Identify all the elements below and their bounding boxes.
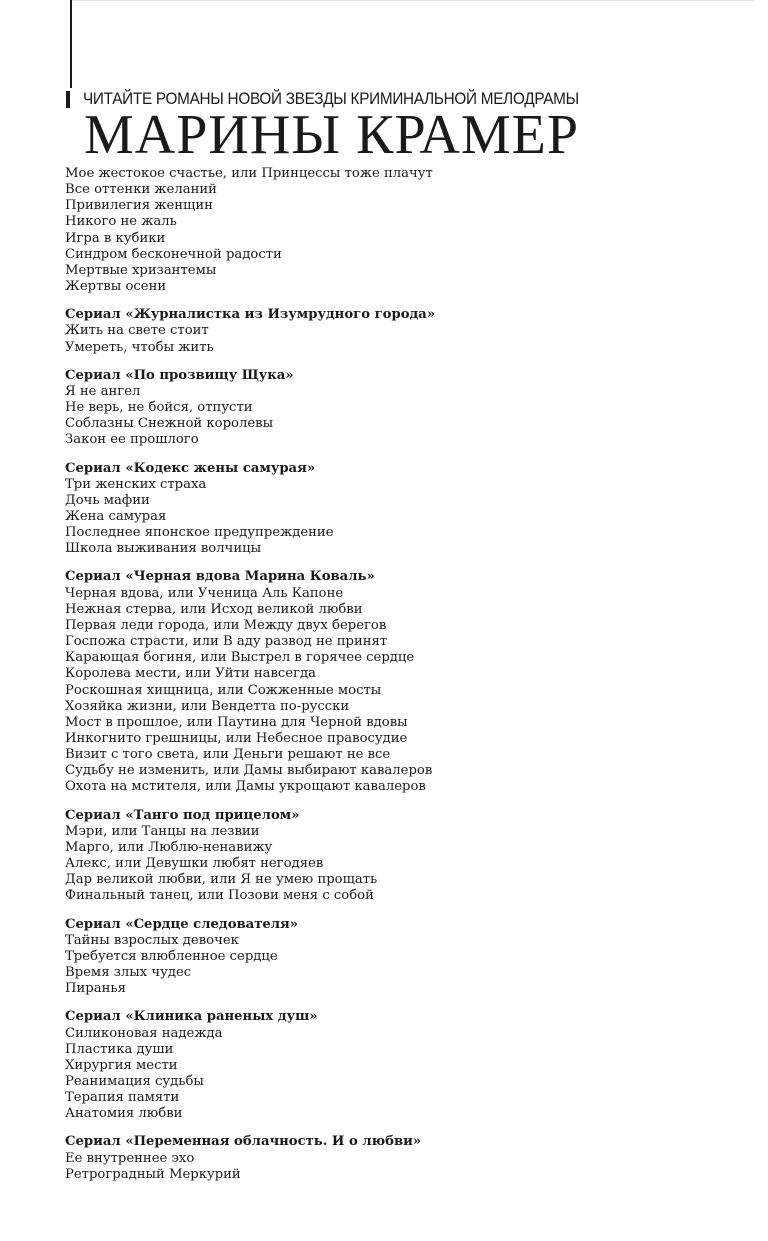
series-title: Сериал «Танго под прицелом» [65, 807, 300, 823]
book-title: Пластика души [65, 1041, 174, 1057]
book-title: Черная вдова, или Ученица Аль Капоне [65, 585, 344, 601]
book-title: Три женских страха [65, 476, 207, 492]
book-title: Требуется влюбленное сердце [65, 948, 278, 964]
book-title: Нежная стерва, или Исход великой любви [65, 601, 363, 617]
series-title: Сериал «Переменная облачность. И о любви» [65, 1134, 422, 1150]
book-title: Все оттенки желаний [65, 182, 217, 198]
book-title: Тайны взрослых девочек [65, 932, 239, 948]
book-title: Первая леди города, или Между двух берегов [65, 617, 387, 633]
book-title: Силиконовая надежда [65, 1025, 223, 1041]
book-title: Хозяйка жизни, или Вендетта по-русски [65, 698, 350, 714]
book-title: Не верь, не бойся, отпусти [65, 400, 253, 416]
book-title: Дар великой любви, или Я не умею прощать [65, 872, 378, 888]
book-title: Я не ангел [65, 383, 141, 399]
series-title: Сериал «Сердце следователя» [65, 916, 299, 932]
top-divider-line [72, 0, 754, 1]
book-title: Мое жестокое счастье, или Принцессы тоже плачут [65, 166, 433, 181]
book-group [65, 569, 435, 795]
book-title: Последнее японское предупреждение [65, 525, 334, 541]
vertical-rule [70, 0, 72, 88]
book-group [65, 307, 435, 355]
book-title: Закон ее прошлого [65, 432, 199, 448]
book-title: Ее внутреннее эхо [65, 1150, 195, 1166]
book-title: Синдром бесконечной радости [65, 246, 282, 262]
book-title: Инкогнито грешницы, или Небесное правосудие [65, 731, 408, 746]
book-group [65, 917, 435, 998]
book-title: Судьбу не изменить, или Дамы выбирают кавалеров [65, 763, 433, 779]
series-title: Сериал «Черная вдова Марина Коваль» [65, 569, 375, 585]
book-title: Марго, или Люблю-ненавижу [65, 839, 273, 855]
book-title: Госпожа страсти, или В аду развод не принят [65, 634, 388, 650]
book-group [65, 368, 435, 449]
book-title: Роскошная хищница, или Сожженные мосты [65, 682, 382, 698]
book-title: Никого не жаль [65, 214, 177, 230]
subtitle-row [66, 89, 634, 109]
book-title: Соблазны Снежной королевы [65, 416, 274, 432]
book-title: Карающая богиня, или Выстрел в горячее сердце [65, 650, 415, 666]
book-title: Мэри, или Танцы на лезвии [65, 823, 260, 839]
book-title: Алекс, или Девушки любят негодяев [65, 856, 324, 872]
book-title: Финальный танец, или Позови меня с собой [65, 888, 374, 904]
book-title: Жена самурая [65, 508, 167, 524]
book-title: Мост в прошлое, или Паутина для Черной вдовы [65, 714, 408, 730]
book-title: Время злых чудес [65, 965, 192, 981]
subtitle-bar-marker [66, 91, 70, 108]
book-title: Анатомия любви [65, 1106, 183, 1122]
book-title: Жить на свете стоит [65, 323, 209, 339]
book-title: Королева мести, или Уйти навсегда [65, 666, 317, 682]
book-title: Пиранья [65, 981, 126, 997]
book-title: Хирургия мести [65, 1057, 178, 1073]
author-name: МАРИНЫ КРАМЕР [84, 104, 580, 166]
series-title: Сериал «Журналистка из Изумрудного города» [65, 307, 436, 323]
book-group [65, 166, 435, 295]
book-title: Жертвы осени [65, 279, 167, 295]
series-title: Сериал «По прозвищу Щука» [65, 367, 294, 383]
book-title: Дочь мафии [65, 492, 150, 508]
series-title: Сериал «Клиника раненых душ» [65, 1009, 318, 1025]
book-title: Мертвые хризантемы [65, 262, 217, 278]
page-header [66, 89, 634, 166]
book-title: Умереть, чтобы жить [65, 339, 214, 355]
book-title: Привилегия женщин [65, 198, 213, 214]
book-group [65, 1134, 435, 1182]
book-title: Ретроградный Меркурий [65, 1166, 241, 1182]
series-title: Сериал «Кодекс жены самурая» [65, 460, 316, 476]
book-group [65, 461, 435, 558]
book-title: Школа выживания волчицы [65, 541, 262, 557]
book-title: Реанимация судьбы [65, 1073, 204, 1089]
header-subtitle: ЧИТАЙТЕ РОМАНЫ НОВОЙ ЗВЕЗДЫ КРИМИНАЛЬНОЙ МЕЛОДРАМЫ [83, 89, 579, 108]
book-list [65, 166, 435, 1195]
book-title: Визит с того света, или Деньги решают не все [65, 747, 391, 763]
book-title: Охота на мстителя, или Дамы укрощают кавалеров [65, 779, 426, 795]
book-group [65, 808, 435, 905]
book-group [65, 1009, 435, 1122]
book-title: Игра в кубики [65, 230, 166, 246]
book-title: Терапия памяти [65, 1090, 180, 1106]
